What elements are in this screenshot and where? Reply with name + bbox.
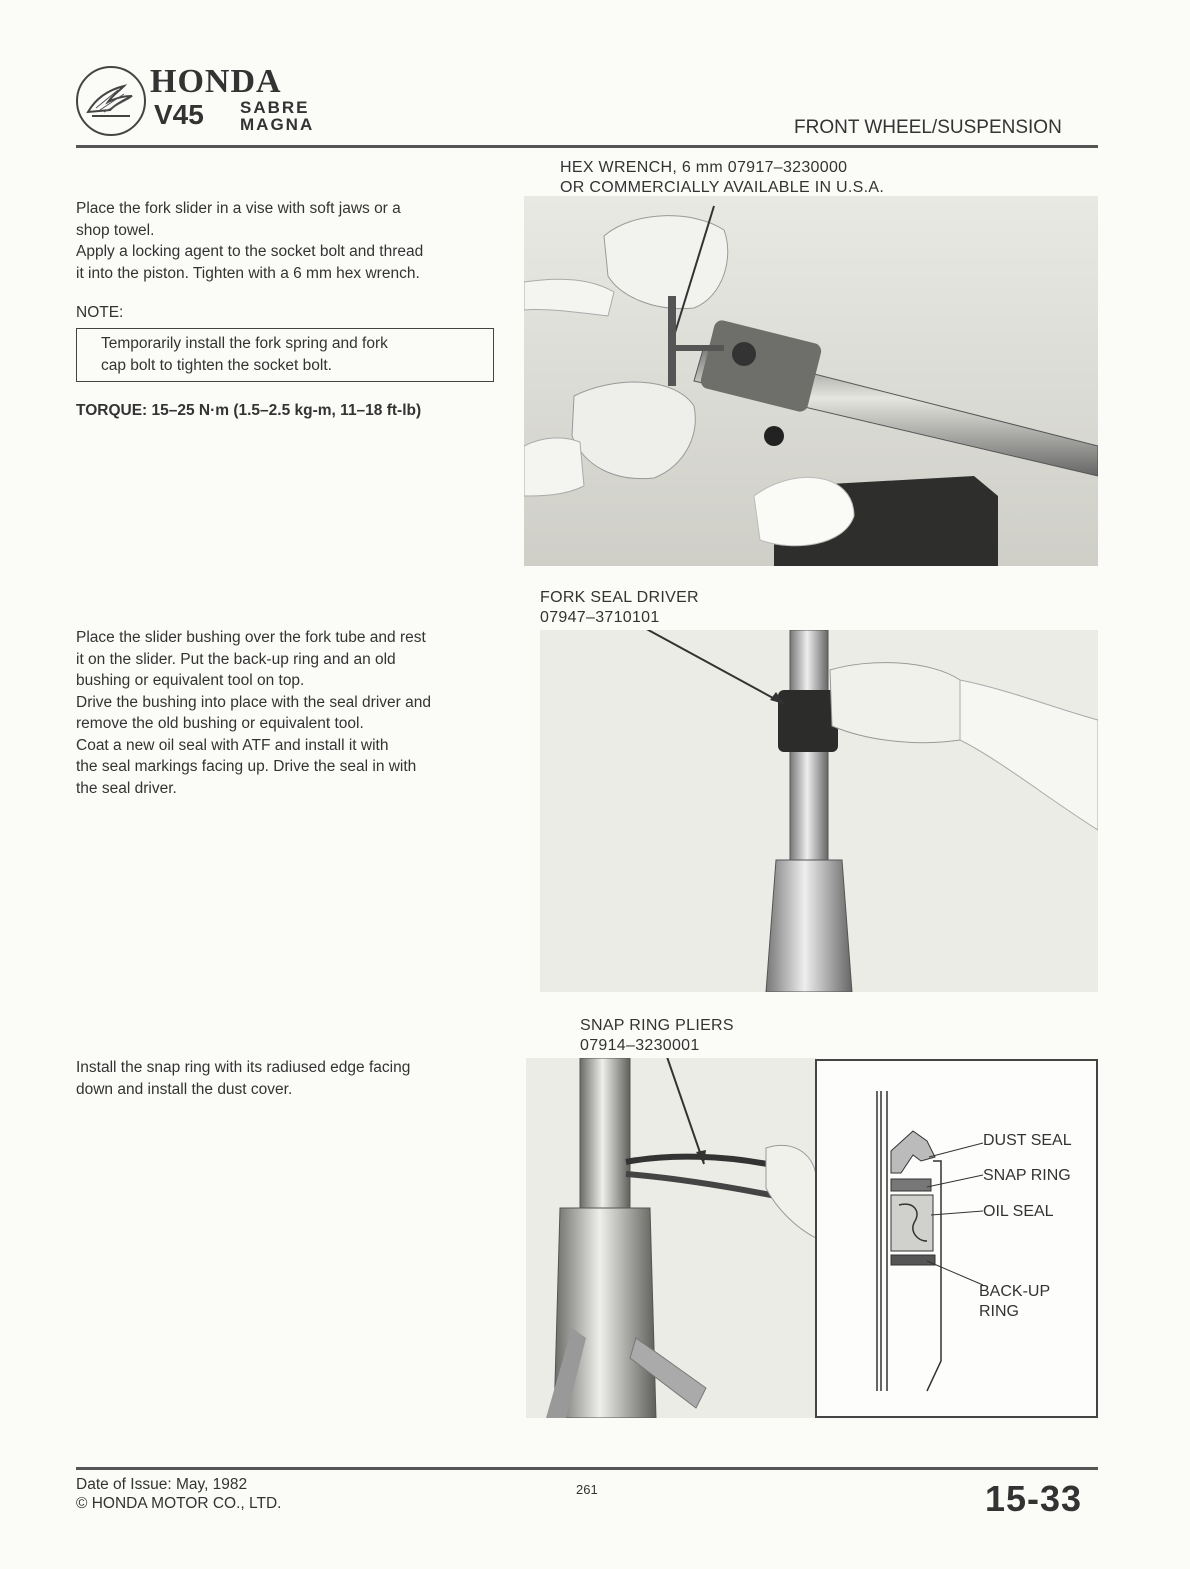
section-title: FRONT WHEEL/SUSPENSION bbox=[794, 117, 1062, 138]
fork-slider-vise-photo bbox=[524, 196, 1098, 566]
model-line-sabre: SABRE bbox=[240, 98, 310, 117]
note-box: Temporarily install the fork spring and fork cap bolt to tighten the socket bolt. bbox=[76, 328, 494, 382]
model-name: V45 bbox=[154, 99, 204, 130]
hex-wrench-label: HEX WRENCH, 6 mm 07917–3230000 OR COMMERCIALLY AVAILABLE IN U.S.A. bbox=[560, 159, 885, 196]
torque-spec: TORQUE: 15–25 N·m (1.5–2.5 kg-m, 11–18 ft-lb) bbox=[76, 402, 422, 419]
dust-seal-callout: DUST SEAL bbox=[983, 1132, 1072, 1149]
fork-seal-driver-label: FORK SEAL DRIVER 07947–3710101 bbox=[540, 589, 699, 626]
copyright: © HONDA MOTOR CO., LTD. bbox=[76, 1495, 282, 1512]
snap-ring-pliers-label: SNAP RING PLIERS 07914–3230001 bbox=[580, 1017, 734, 1054]
snap-ring-pliers-photo bbox=[526, 1058, 816, 1418]
oil-seal-callout: OIL SEAL bbox=[983, 1203, 1054, 1220]
honda-wing-logo-icon bbox=[76, 66, 146, 136]
seal-cross-section-diagram bbox=[815, 1059, 1098, 1418]
header-rule bbox=[76, 145, 1098, 148]
footer-rule bbox=[76, 1467, 1098, 1470]
step1-instructions: Place the fork slider in a vise with soft jaws or a shop towel. Apply a locking agent to the socket bolt and thread it into the piston. Tighten with a 6 mm hex wrench. bbox=[76, 200, 424, 282]
brand-name: HONDA bbox=[150, 63, 282, 100]
step3-instructions: Install the snap ring with its radiused edge facing down and install the dust cover. bbox=[76, 1059, 411, 1098]
snap-ring-callout: SNAP RING bbox=[983, 1167, 1071, 1184]
back-up-ring-callout: BACK-UP RING bbox=[979, 1283, 1051, 1320]
fork-seal-driver-photo bbox=[540, 630, 1098, 992]
page-number: 15-33 bbox=[985, 1478, 1083, 1519]
date-of-issue: Date of Issue: May, 1982 bbox=[76, 1476, 248, 1493]
note-label: NOTE: bbox=[76, 304, 124, 321]
sheet-number: 261 bbox=[576, 1482, 598, 1497]
model-line-magna: MAGNA bbox=[240, 115, 315, 134]
step2-instructions: Place the slider bushing over the fork tube and rest it on the slider. Put the back-up ring and an old bushing or equivalent tool on top. Drive the bushing into place with the seal driver and remove the old bushing or equivalent tool. Coat a new oil seal with ATF and install it with the seal markings facing up. Drive the seal in with the seal driver. bbox=[76, 629, 431, 797]
